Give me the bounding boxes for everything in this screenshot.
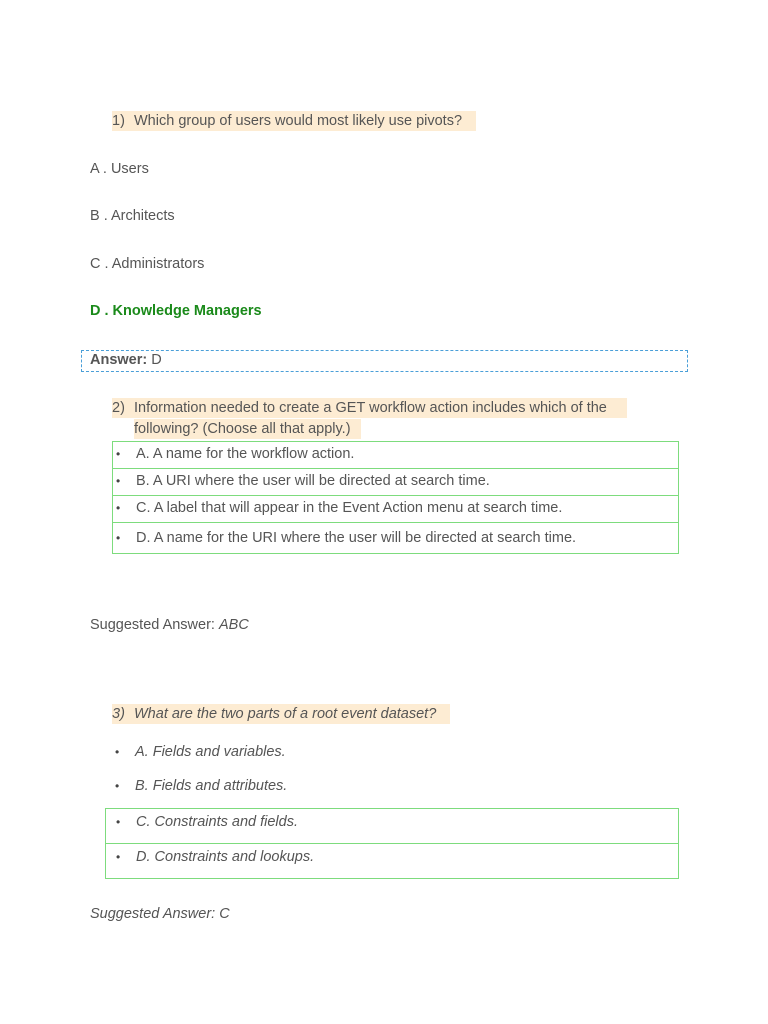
question-3-suggested-answer: Suggested Answer: C — [90, 906, 230, 922]
question-3-option-b — [112, 776, 672, 796]
question-3-option-a — [112, 742, 672, 762]
suggested-answer-label: Suggested Answer: — [90, 617, 215, 633]
question-3-number: 3) — [112, 706, 125, 722]
question-1-text: Which group of users would most likely use pivots? — [134, 113, 463, 129]
question-3-text: What are the two parts of a root event dataset? — [134, 706, 437, 722]
option-text: A. A name for the workflow action. — [136, 446, 355, 462]
question-3-options-box — [105, 808, 679, 879]
option-text: C. A label that will appear in the Event Action menu at search time. — [136, 500, 563, 516]
question-2-title-line-2 — [134, 419, 361, 439]
bullet-icon: • — [116, 850, 121, 864]
question-2-text-line-1: Information needed to create a GET workflow action includes which of the — [134, 400, 607, 416]
bullet-icon: • — [116, 501, 121, 515]
question-1-option-d-correct: D . Knowledge Managers — [90, 303, 262, 319]
bullet-icon: • — [116, 815, 121, 829]
question-3-title — [112, 704, 450, 724]
bullet-icon: • — [116, 531, 121, 545]
bullet-icon: • — [116, 447, 121, 461]
question-1-option-c: C . Administrators — [90, 256, 205, 272]
bullet-icon: • — [115, 745, 120, 759]
option-divider — [112, 522, 679, 523]
option-text: D. Constraints and lookups. — [136, 849, 315, 865]
option-text: D. A name for the URI where the user will be directed at search time. — [136, 530, 577, 546]
option-text: C. Constraints and fields. — [136, 814, 298, 830]
question-2-text-line-2: following? (Choose all that apply.) — [134, 421, 351, 437]
bullet-icon: • — [116, 474, 121, 488]
question-2-options-box — [112, 441, 679, 554]
question-2-number: 2) — [112, 400, 125, 416]
option-text: B. Fields and attributes. — [135, 778, 288, 794]
option-divider — [112, 495, 679, 496]
option-divider — [112, 468, 679, 469]
question-1-answer-box — [81, 350, 688, 372]
suggested-answer-value: ABC — [218, 617, 249, 633]
question-1-title — [112, 111, 476, 131]
question-1-number: 1) — [112, 113, 125, 129]
answer-label: Answer: — [90, 352, 148, 368]
option-text: A. Fields and variables. — [135, 744, 286, 760]
question-2-suggested-answer — [90, 615, 249, 635]
question-1-option-b: B . Architects — [90, 208, 175, 224]
bullet-icon: • — [115, 779, 120, 793]
question-1-option-a: A . Users — [90, 161, 149, 177]
option-divider — [105, 843, 679, 844]
question-2-title-line-1 — [112, 398, 627, 418]
option-text: B. A URI where the user will be directed at search time. — [136, 473, 490, 489]
answer-value: D — [151, 352, 162, 368]
